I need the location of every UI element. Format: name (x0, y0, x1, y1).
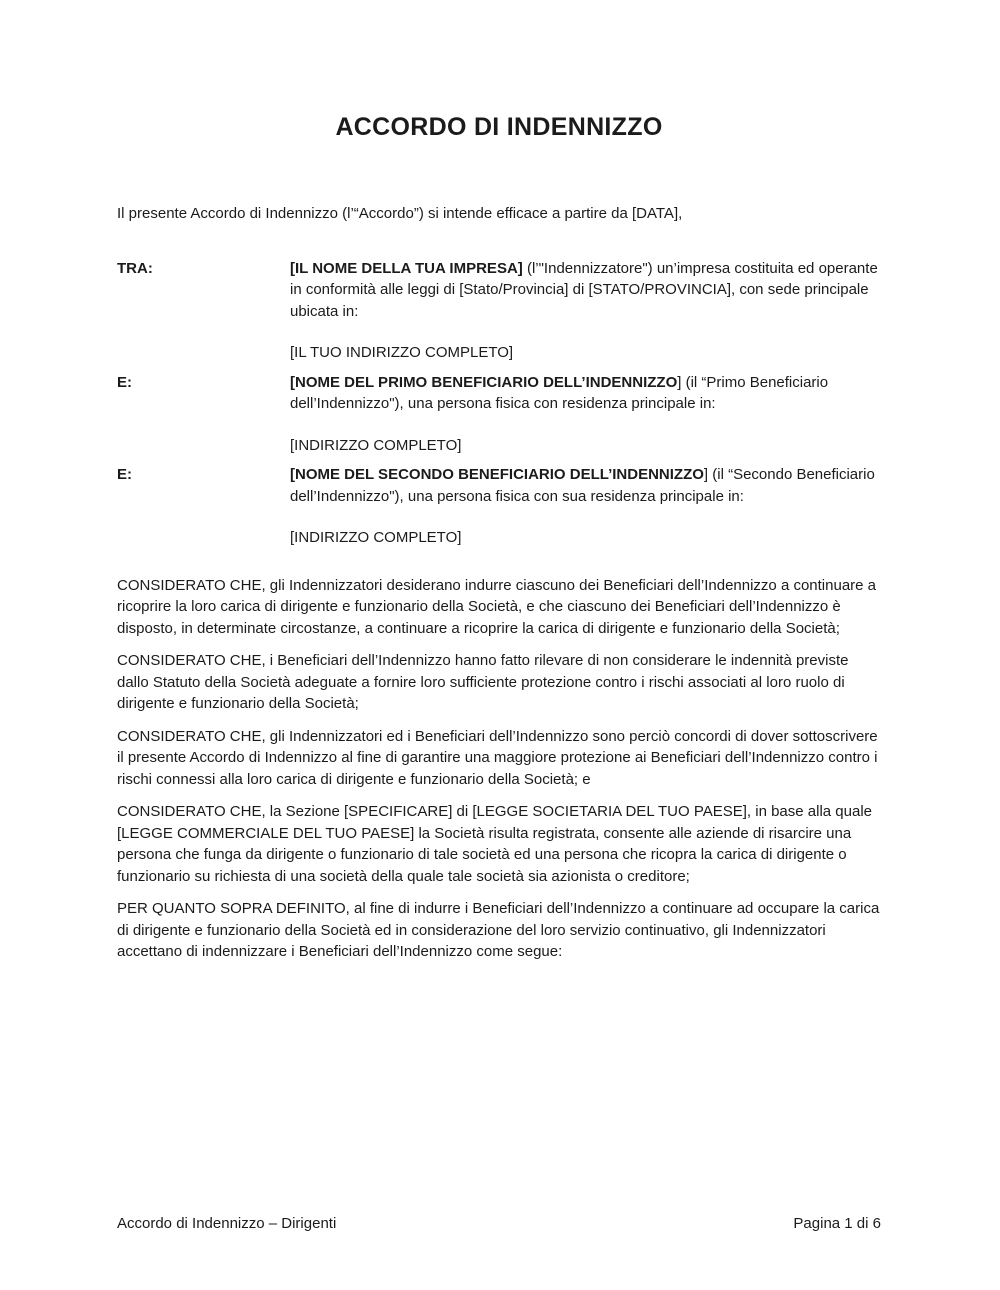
party-description (290, 258, 881, 323)
party-description-text: ] (il “Primo Beneficiario dell’Indennizzo"), una persona fisica con residenza principale in: (290, 373, 829, 412)
recital-paragraph: PER QUANTO SOPRA DEFINITO, al fine di indurre i Beneficiari dell’Indennizzo a continuare ad occupare la carica di dirigente e funzionario della Società ed in considerazione del loro servizio continuativo, gli Indennizzatori accettano di indennizzare i Beneficiari dell’Indennizzo come segue: (117, 900, 880, 960)
party-row-second-indemnitee (117, 464, 881, 507)
document-title: ACCORDO DI INDENNIZZO (335, 113, 663, 141)
party-address-placeholder: [INDIRIZZO COMPLETO] (290, 529, 462, 546)
party-label: TRA: (117, 259, 153, 277)
page-footer (117, 1213, 881, 1235)
party-label: E: (117, 466, 132, 483)
recital-paragraph: CONSIDERATO CHE, i Beneficiari dell’Indennizzo hanno fatto rilevare di non considerare le indennità previste dallo Statuto della Società adeguate a fornire loro sufficiente protezione contro i rischi associati al loro ruolo di dirigente e funzionario della Società; (117, 652, 849, 712)
party-name-placeholder: [NOME DEL PRIMO BENEFICIARIO DELL’INDENNIZZO (290, 373, 678, 391)
recital-paragraph: CONSIDERATO CHE, gli Indennizzatori ed i Beneficiari dell’Indennizzo sono perciò concordi di dover sottoscrivere il presente Accordo di Indennizzo al fine di garantire una maggiore protezione ai Beneficiari dell’Indennizzo contro i rischi connessi alla loro carica di dirigente e funzionario della Società; e (117, 727, 878, 788)
party-description-text: (l’"Indennizzatore") un’impresa costituita ed operante in conformità alle leggi di [Stato/Provincia] di [STATO/PROVINCIA], con sede principale ubicata in: (290, 259, 878, 320)
document-content (0, 113, 1000, 963)
party-address-placeholder: [IL TUO INDIRIZZO COMPLETO] (290, 344, 514, 361)
party-name-placeholder: [IL NOME DELLA TUA IMPRESA] (290, 259, 523, 277)
intro-paragraph: Il presente Accordo di Indennizzo (l’“Accordo”) si intende efficace a partire da [DATA], (117, 205, 683, 222)
party-label: E: (117, 373, 132, 391)
party-description (290, 372, 881, 415)
party-row-first-indemnitee (117, 372, 881, 415)
recitals-section (117, 575, 881, 963)
recital-paragraph: CONSIDERATO CHE, la Sezione [SPECIFICARE] di [LEGGE SOCIETARIA DEL TUO PAESE], in base alla quale [LEGGE COMMERCIALE DEL TUO PAESE] la Società risulta registrata, consente alle aziende di risarcire una persona che funga da dirigente o funzionario di tale società ed una persona che ricopra la carica di dirigente o funzionario su richiesta di una società della quale tale società sia azionista o creditore; (117, 803, 872, 885)
recital-paragraph: CONSIDERATO CHE, gli Indennizzatori desiderano indurre ciascuno dei Beneficiari dell’Indennizzo a continuare a ricoprire la loro carica di dirigente e funzionario della Società, e che ciascuno dei Beneficiari dell’Indennizzo è disposto, in determinate circostanze, a continuare a ricoprire la carica di dirigente e funzionario della Società; (117, 576, 877, 637)
parties-section (117, 258, 881, 549)
party-address-placeholder: [INDIRIZZO COMPLETO] (290, 436, 462, 454)
footer-doc-title: Accordo di Indennizzo – Dirigenti (117, 1215, 337, 1232)
footer-page-number: Pagina 1 di 6 (793, 1215, 881, 1232)
party-name-placeholder: [NOME DEL SECONDO BENEFICIARIO DELL’INDENNIZZO (290, 466, 704, 483)
party-description-text: ] (il “Secondo Beneficiario dell’Indennizzo"), una persona fisica con sua residenza principale in: (290, 466, 875, 505)
party-row-indemnifier (117, 258, 881, 323)
party-description (290, 464, 881, 507)
